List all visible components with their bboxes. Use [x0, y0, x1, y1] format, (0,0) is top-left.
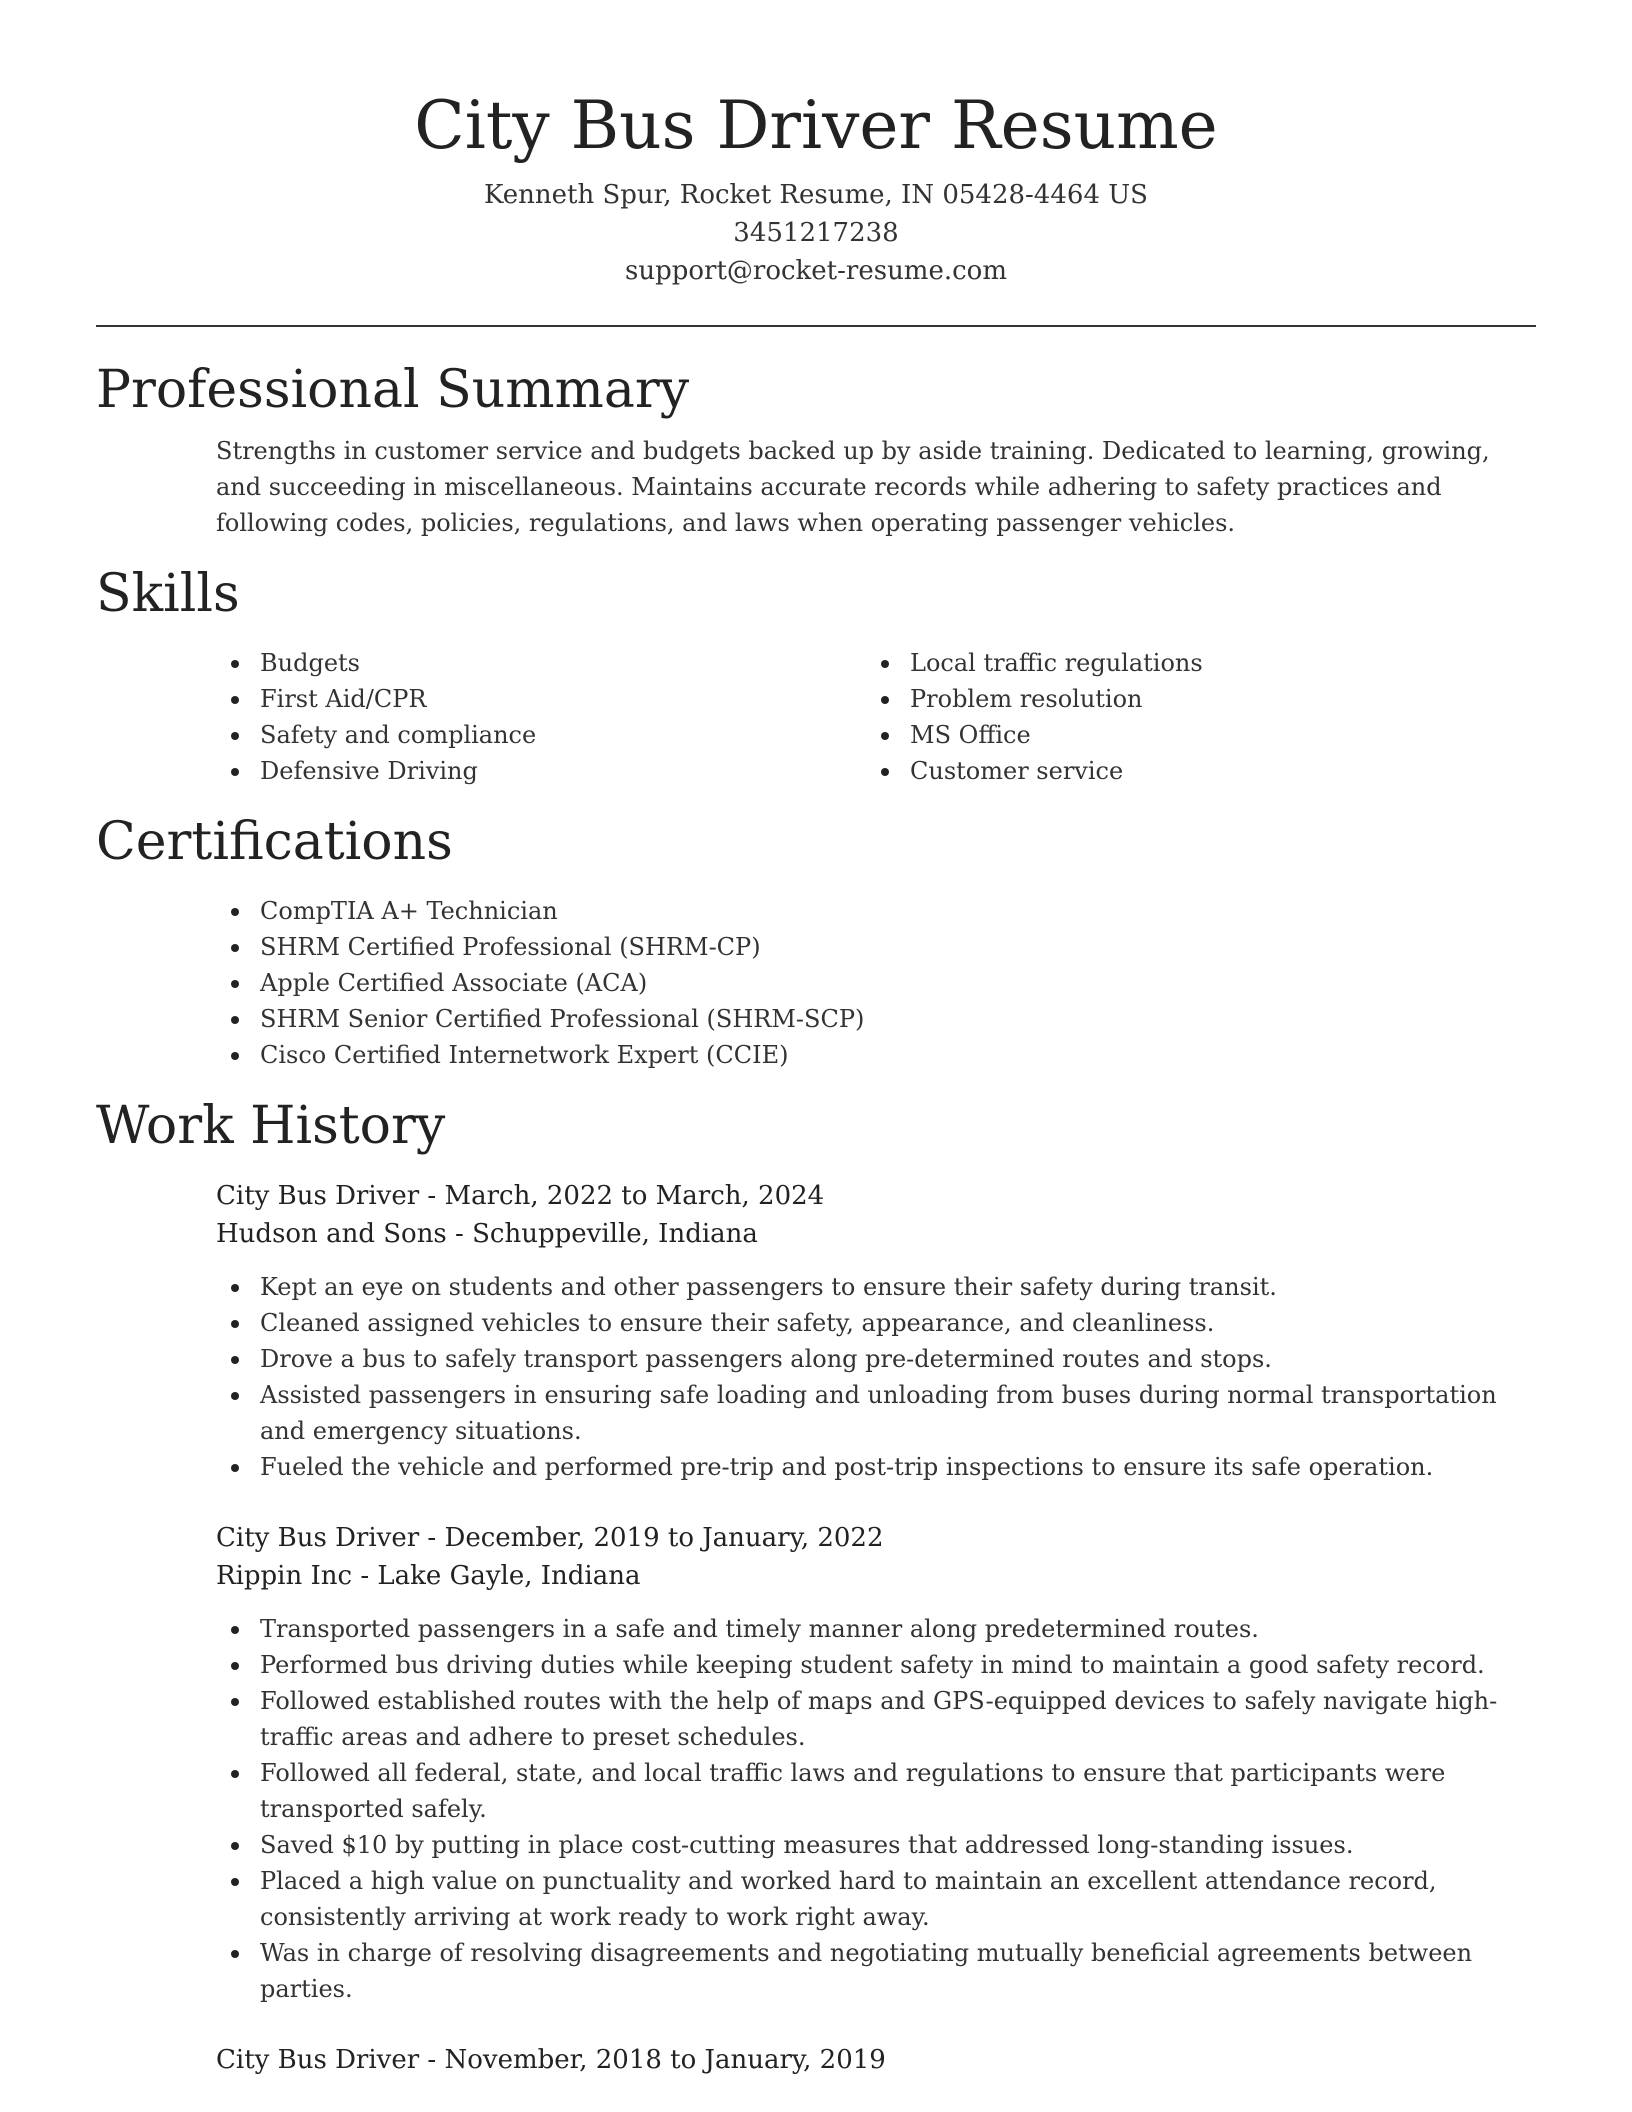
job-title-dates: City Bus Driver - March, 2022 to March, 2024	[216, 1181, 825, 1211]
phone: 3451217238	[733, 218, 899, 248]
resume-title: City Bus Driver Resume	[414, 87, 1218, 164]
job-duty-item: Fueled the vehicle and performed pre-trip and post-trip inspections to ensure its safe operation.	[96, 1449, 1536, 1485]
certification-item: Apple Certified Associate (ACA)	[96, 965, 1536, 1001]
summary-text: Strengths in customer service and budgets backed up by aside training. Dedicated to learning, growing, and succeeding in miscellaneous. Maintains accurate records while adhering to safety practices and following codes, policies, regulations, and laws when operating passenger vehicles.	[216, 437, 1490, 537]
job-entry	[216, 1519, 1536, 2007]
certification-item: Cisco Certified Internetwork Expert (CCIE)	[96, 1037, 1536, 1073]
skills-heading: Skills	[96, 564, 240, 624]
email: support@rocket-resume.com	[624, 256, 1007, 286]
job-title-dates: City Bus Driver - December, 2019 to January, 2022	[216, 1523, 884, 1553]
job-duty-item: Placed a high value on punctuality and worked hard to maintain an excellent attendance record, consistently arriving at work ready to work right away.	[96, 1863, 1536, 1935]
work-history-section	[96, 1095, 1536, 2079]
resume-page	[96, 0, 1536, 2079]
skill-item: Defensive Driving	[96, 753, 746, 789]
certification-item: SHRM Certified Professional (SHRM-CP)	[96, 929, 1536, 965]
skills-columns	[96, 645, 1536, 789]
job-duty-item: Kept an eye on students and other passengers to ensure their safety during transit.	[96, 1269, 1536, 1305]
job-entry	[216, 2041, 1536, 2079]
certification-item: CompTIA A+ Technician	[96, 893, 1536, 929]
job-duties-list	[96, 1611, 1536, 2007]
job-title-dates: City Bus Driver - November, 2018 to January, 2019	[216, 2045, 886, 2075]
job-duties-list	[96, 1269, 1536, 1485]
summary-heading: Professional Summary	[96, 360, 690, 420]
certification-item: SHRM Senior Certified Professional (SHRM-SCP)	[96, 1001, 1536, 1037]
work-history-heading: Work History	[96, 1096, 446, 1156]
contact-block	[96, 176, 1536, 290]
job-company-location: Hudson and Sons - Schuppeville, Indiana	[216, 1219, 758, 1249]
skill-item: Customer service	[746, 753, 1396, 789]
resume-header	[96, 0, 1536, 290]
job-duty-item: Performed bus driving duties while keeping student safety in mind to maintain a good safety record.	[96, 1647, 1536, 1683]
address: Kenneth Spur, Rocket Resume, IN 05428-4464 US	[484, 180, 1148, 210]
job-duty-item: Drove a bus to safely transport passengers along pre-determined routes and stops.	[96, 1341, 1536, 1377]
job-duty-item: Assisted passengers in ensuring safe loading and unloading from buses during normal transportation and emergency situations.	[96, 1377, 1536, 1449]
skill-item: First Aid/CPR	[96, 681, 746, 717]
summary-section	[96, 359, 1536, 541]
job-duty-item: Followed established routes with the help of maps and GPS-equipped devices to safely navigate high-traffic areas and adhere to preset schedules.	[96, 1683, 1536, 1755]
skill-item: Safety and compliance	[96, 717, 746, 753]
job-duty-item: Cleaned assigned vehicles to ensure their safety, appearance, and cleanliness.	[96, 1305, 1536, 1341]
skill-item: Problem resolution	[746, 681, 1396, 717]
job-duty-item: Followed all federal, state, and local traffic laws and regulations to ensure that participants were transported safely.	[96, 1755, 1536, 1827]
header-divider	[96, 325, 1536, 327]
job-duty-item: Saved $10 by putting in place cost-cutting measures that addressed long-standing issues.	[96, 1827, 1536, 1863]
job-duty-item: Was in charge of resolving disagreements and negotiating mutually beneficial agreements between parties.	[96, 1935, 1536, 2007]
job-duty-item: Transported passengers in a safe and timely manner along predetermined routes.	[96, 1611, 1536, 1647]
skills-list-right	[746, 645, 1396, 789]
skill-item: Budgets	[96, 645, 746, 681]
skills-section	[96, 563, 1536, 789]
job-company-location: Rippin Inc - Lake Gayle, Indiana	[216, 1561, 641, 1591]
job-entry	[216, 1177, 1536, 1485]
certifications-heading: Certifications	[96, 812, 453, 872]
skill-item: MS Office	[746, 717, 1396, 753]
certifications-list	[96, 893, 1536, 1073]
skill-item: Local traffic regulations	[746, 645, 1396, 681]
skills-list-left	[96, 645, 746, 789]
certifications-section	[96, 811, 1536, 1073]
